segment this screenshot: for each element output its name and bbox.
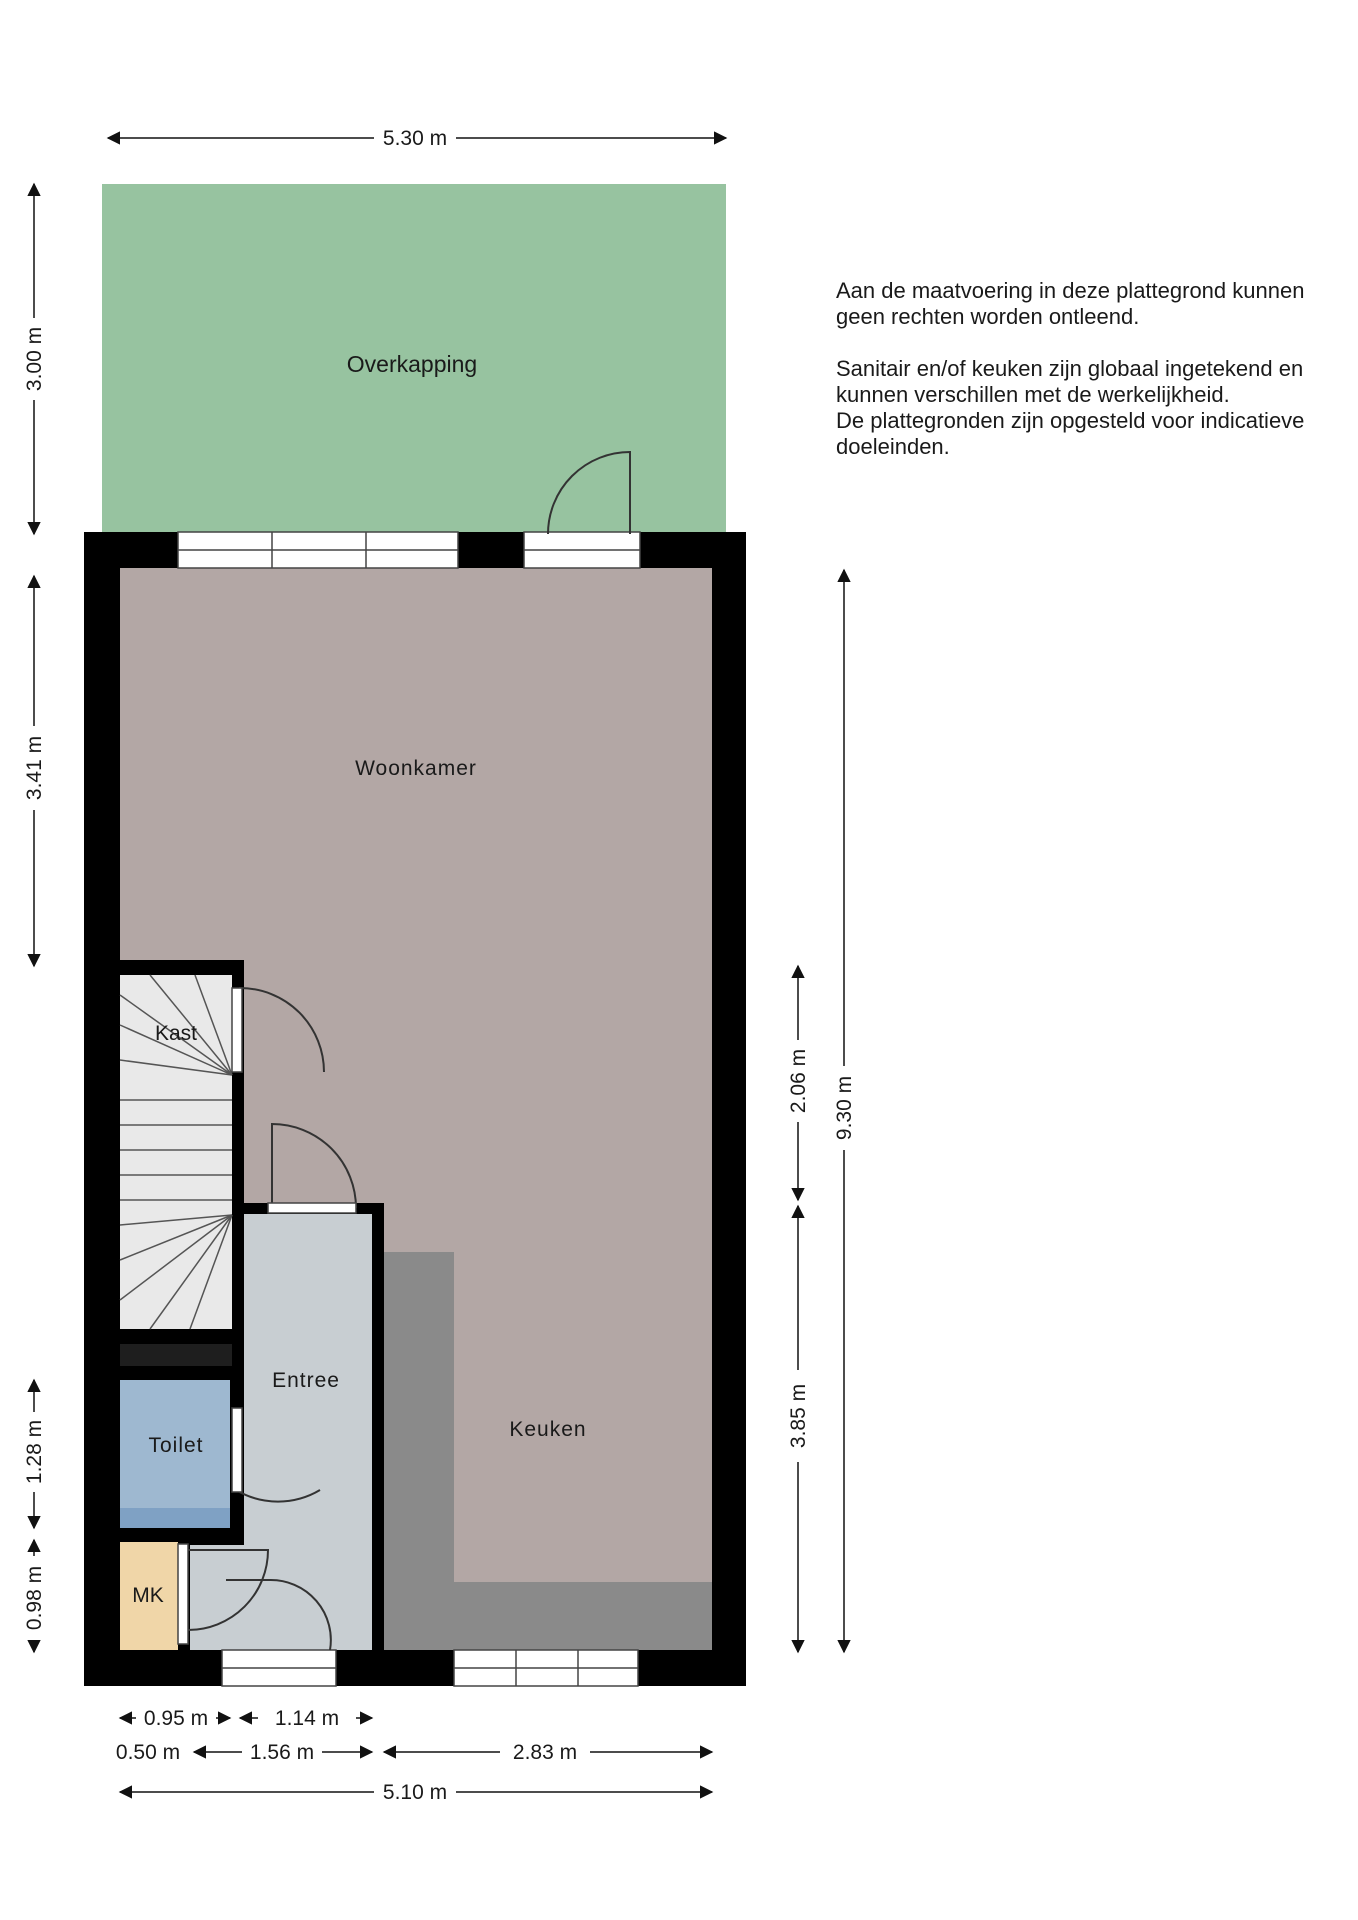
kitchen-counter-vertical [384,1252,454,1582]
room-label-kast: Kast [154,1022,198,1045]
room-label-entree: Entree [272,1369,340,1392]
dim-label-top-width: 5.30 m [382,127,448,150]
dim-label-bottom-050: 0.50 m [115,1741,181,1764]
dim-label-bottom-total: 5.10 m [382,1781,448,1804]
dim-label-bottom-114: 1.14 m [274,1707,340,1730]
toilet-strip [120,1508,230,1528]
kitchen-counter-horizontal [384,1582,712,1650]
disclaimer-line-2: Sanitair en/of keuken zijn globaal ingetekend en kunnen verschillen met de werkelijkheid. [836,356,1304,407]
dim-label-left-overkapping: 3.00 m [23,326,46,392]
dim-label-bottom-095: 0.95 m [143,1707,209,1730]
dim-label-bottom-156: 1.56 m [249,1741,315,1764]
stair-storage-shelf [120,1344,232,1366]
room-label-toilet: Toilet [148,1434,204,1457]
dim-label-bottom-283: 2.83 m [512,1741,578,1764]
room-label-woonkamer: Woonkamer [355,757,477,780]
dim-label-right-lower: 3.85 m [787,1383,810,1449]
room-label-mk: MK [132,1584,164,1607]
dim-label-right-total: 9.30 m [833,1075,856,1141]
room-label-keuken: Keuken [509,1418,587,1441]
room-label-overkapping: Overkapping [346,351,478,377]
dim-label-left-woonkamer: 3.41 m [23,735,46,801]
entree-floor-lower [190,1545,372,1650]
disclaimer-line-1: Aan de maatvoering in deze plattegrond kunnen geen rechten worden ontleend. [836,278,1305,329]
dim-label-right-upper: 2.06 m [787,1048,810,1114]
dim-label-left-toilet: 1.28 m [23,1419,46,1485]
disclaimer-line-3: De plattegronden zijn opgesteld voor indicatieve doeleinden. [836,408,1305,459]
disclaimer [836,278,1356,460]
dim-label-left-mk: 0.98 m [23,1565,46,1631]
